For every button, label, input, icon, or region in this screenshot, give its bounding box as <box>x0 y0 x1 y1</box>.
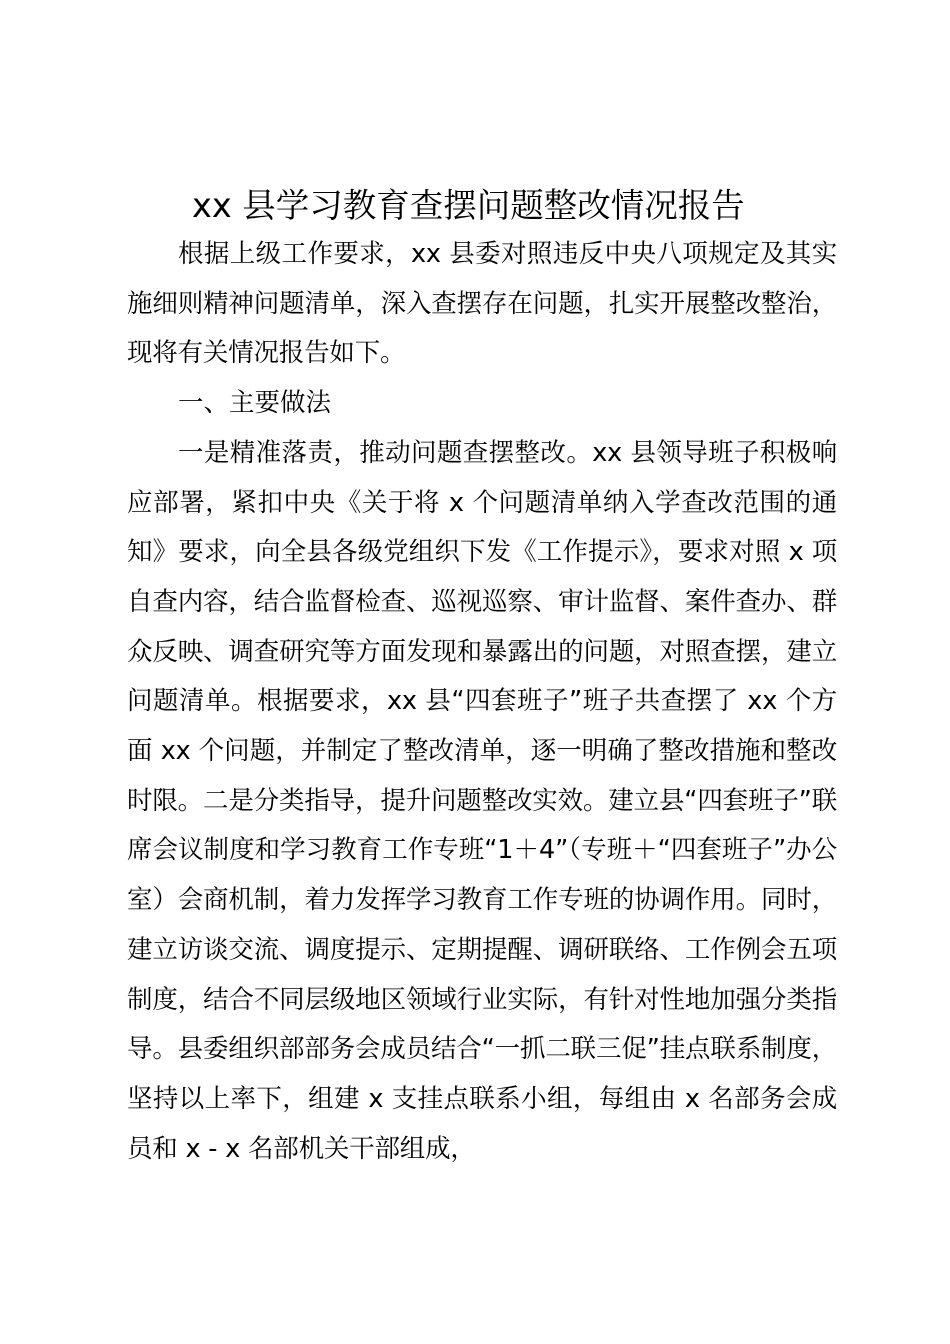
document-title: xx 县学习教育查摆问题整改情况报告 <box>192 186 745 225</box>
section-body-paragraph: 一是精准落责，推动问题查摆整改。xx 县领导班子积极响应部署，紧扣中央《关于将 x 个问题清单纳入学查改范围的通知》要求，向全县各级党组织下发《工作提示》，要求对照 x 项自查内容，结合监督检查、巡视巡察、审计监督、案件查办、群众反映、调查研究等方面发现和暴露出的问题，对照查摆，建立问题清单。根据要求，xx 县“四套班子”班子共查摆了 xx 个方面 xx 个问题，并制定了整改清单，逐一明确了整改措施和整改时限。二是分类指导，提升问题整改实效。建立县“四套班子”联席会议制度和学习教育工作专班“1＋4”（专班＋“四套班子”办公室）会商机制，着力发挥学习教育工作专班的协调作用。同时，建立访谈交流、调度提示、定期提醒、调研联络、工作例会五项制度，结合不同层级地区领域行业实际，有针对性地加强分类指导。县委组织部部务会成员结合“一抓二联三促”挂点联系制度，坚持以上率下，组建 x 支挂点联系小组，每组由 x 名部务会成员和 x - x 名部机关干部组成， <box>127 437 837 1164</box>
document-page <box>127 182 837 1174</box>
section-heading-main-practices: 一、主要做法 <box>178 388 332 419</box>
intro-paragraph: 根据上级工作要求，xx 县委对照违反中央八项规定及其实施细则精神问题清单，深入查摆存在问题，扎实开展整改整治，现将有关情况报告如下。 <box>127 239 837 369</box>
